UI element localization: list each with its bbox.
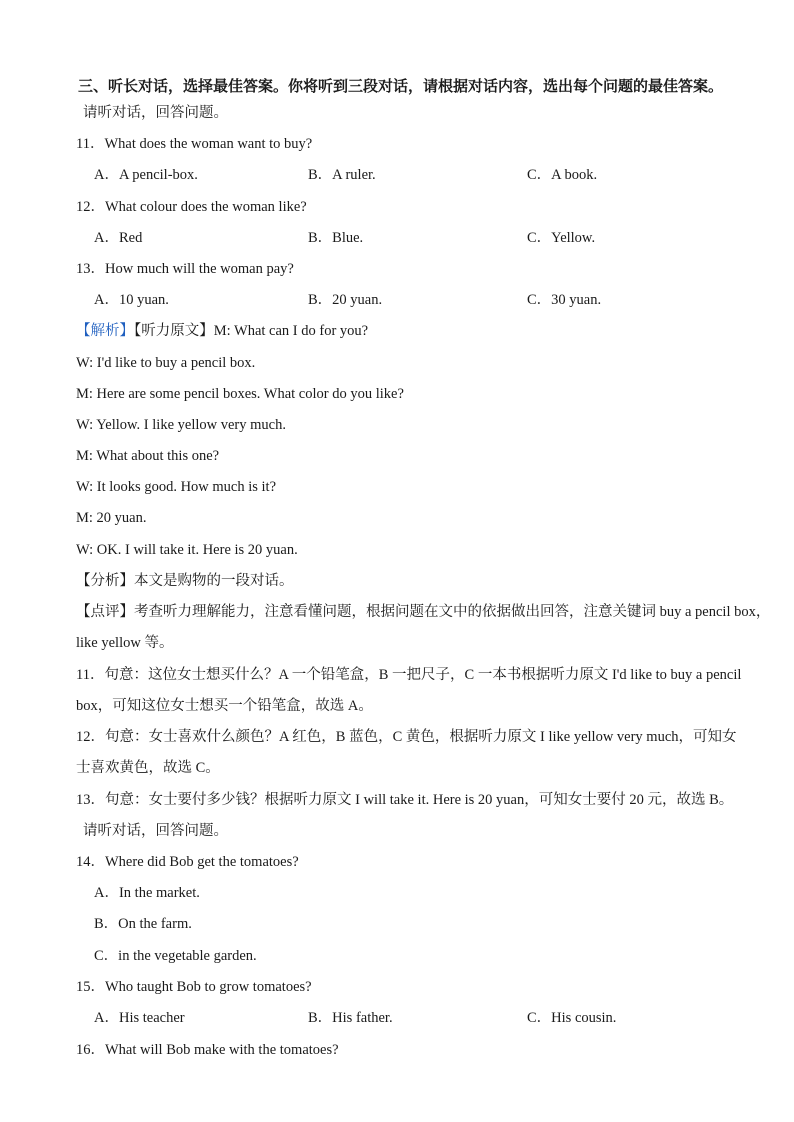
- transcript-line: M: Here are some pencil boxes. What color do you like?: [76, 386, 404, 402]
- option-b: B．His father.: [308, 1010, 393, 1026]
- option-c: C．A book.: [527, 167, 598, 183]
- explain-line: 士喜欢黄色，故选 C。: [76, 760, 220, 776]
- option-a: A．A pencil-box.: [94, 167, 198, 183]
- transcript-line: W: I'd like to buy a pencil box.: [76, 355, 256, 371]
- instruction-text: 请听对话，回答问题。: [83, 105, 228, 121]
- transcript-line: W: Yellow. I like yellow very much.: [76, 417, 286, 433]
- option-c: C．in the vegetable garden.: [94, 948, 257, 964]
- option-b: B．On the farm.: [94, 916, 192, 932]
- option-a: A．His teacher: [94, 1010, 185, 1026]
- transcript-line: M: 20 yuan.: [76, 510, 147, 526]
- analysis-dianping-cont: like yellow 等。: [76, 635, 174, 651]
- option-c: C．Yellow.: [527, 230, 596, 246]
- option-a: A．10 yuan.: [94, 292, 169, 308]
- explain-line: box，可知这位女士想买一个铅笔盒，故选 A。: [76, 698, 373, 714]
- transcript-line: M: What about this one?: [76, 448, 220, 464]
- analysis-header: [76, 322, 368, 340]
- question-15-stem: 15．Who taught Bob to grow tomatoes?: [76, 979, 312, 995]
- option-a: A．In the market.: [94, 885, 200, 901]
- explain-line: 11．句意：这位女士想买什么？A 一个铅笔盒，B 一把尺子，C 一本书根据听力原文 I'd like to buy a pencil: [76, 667, 742, 683]
- question-16-stem: 16．What will Bob make with the tomatoes?: [76, 1042, 339, 1058]
- instruction-text: 请听对话，回答问题。: [83, 823, 228, 839]
- question-12-options: [94, 229, 734, 247]
- question-13-options: [94, 291, 734, 309]
- option-b: B．A ruler.: [308, 167, 376, 183]
- question-13-stem: 13．How much will the woman pay?: [76, 261, 294, 277]
- transcript-line: W: It looks good. How much is it?: [76, 479, 277, 495]
- analysis-tag: 【解析】: [76, 323, 134, 339]
- question-15-options: [94, 1009, 734, 1027]
- section-title: 三、听长对话，选择最佳答案。你将听到三段对话，请根据对话内容，选出每个问题的最佳答案。: [78, 79, 724, 95]
- analysis-dianping: 【点评】考查听力理解能力，注意看懂问题，根据问题在文中的依据做出回答，注意关键词 buy a pencil box，: [76, 604, 771, 620]
- transcript-line: W: OK. I will take it. Here is 20 yuan.: [76, 542, 298, 558]
- option-c: C．His cousin.: [527, 1010, 617, 1026]
- question-14-stem: 14．Where did Bob get the tomatoes?: [76, 854, 299, 870]
- question-11-stem: 11．What does the woman want to buy?: [76, 136, 313, 152]
- analysis-fenxi: 【分析】本文是购物的一段对话。: [76, 573, 294, 589]
- option-b: B．20 yuan.: [308, 292, 383, 308]
- option-b: B．Blue.: [308, 230, 364, 246]
- question-11-options: [94, 166, 734, 184]
- explain-line: 12．句意：女士喜欢什么颜色？A 红色，B 蓝色，C 黄色，根据听力原文 I like yellow very much，可知女: [76, 729, 737, 745]
- explain-line: 13．句意：女士要付多少钱？根据听力原文 I will take it. Here is 20 yuan，可知女士要付 20 元，故选 B。: [76, 792, 734, 808]
- option-c: C．30 yuan.: [527, 292, 602, 308]
- transcript-label: 【听力原文】M: What can I do for you?: [134, 323, 369, 339]
- option-a: A．Red: [94, 230, 143, 246]
- question-12-stem: 12．What colour does the woman like?: [76, 199, 307, 215]
